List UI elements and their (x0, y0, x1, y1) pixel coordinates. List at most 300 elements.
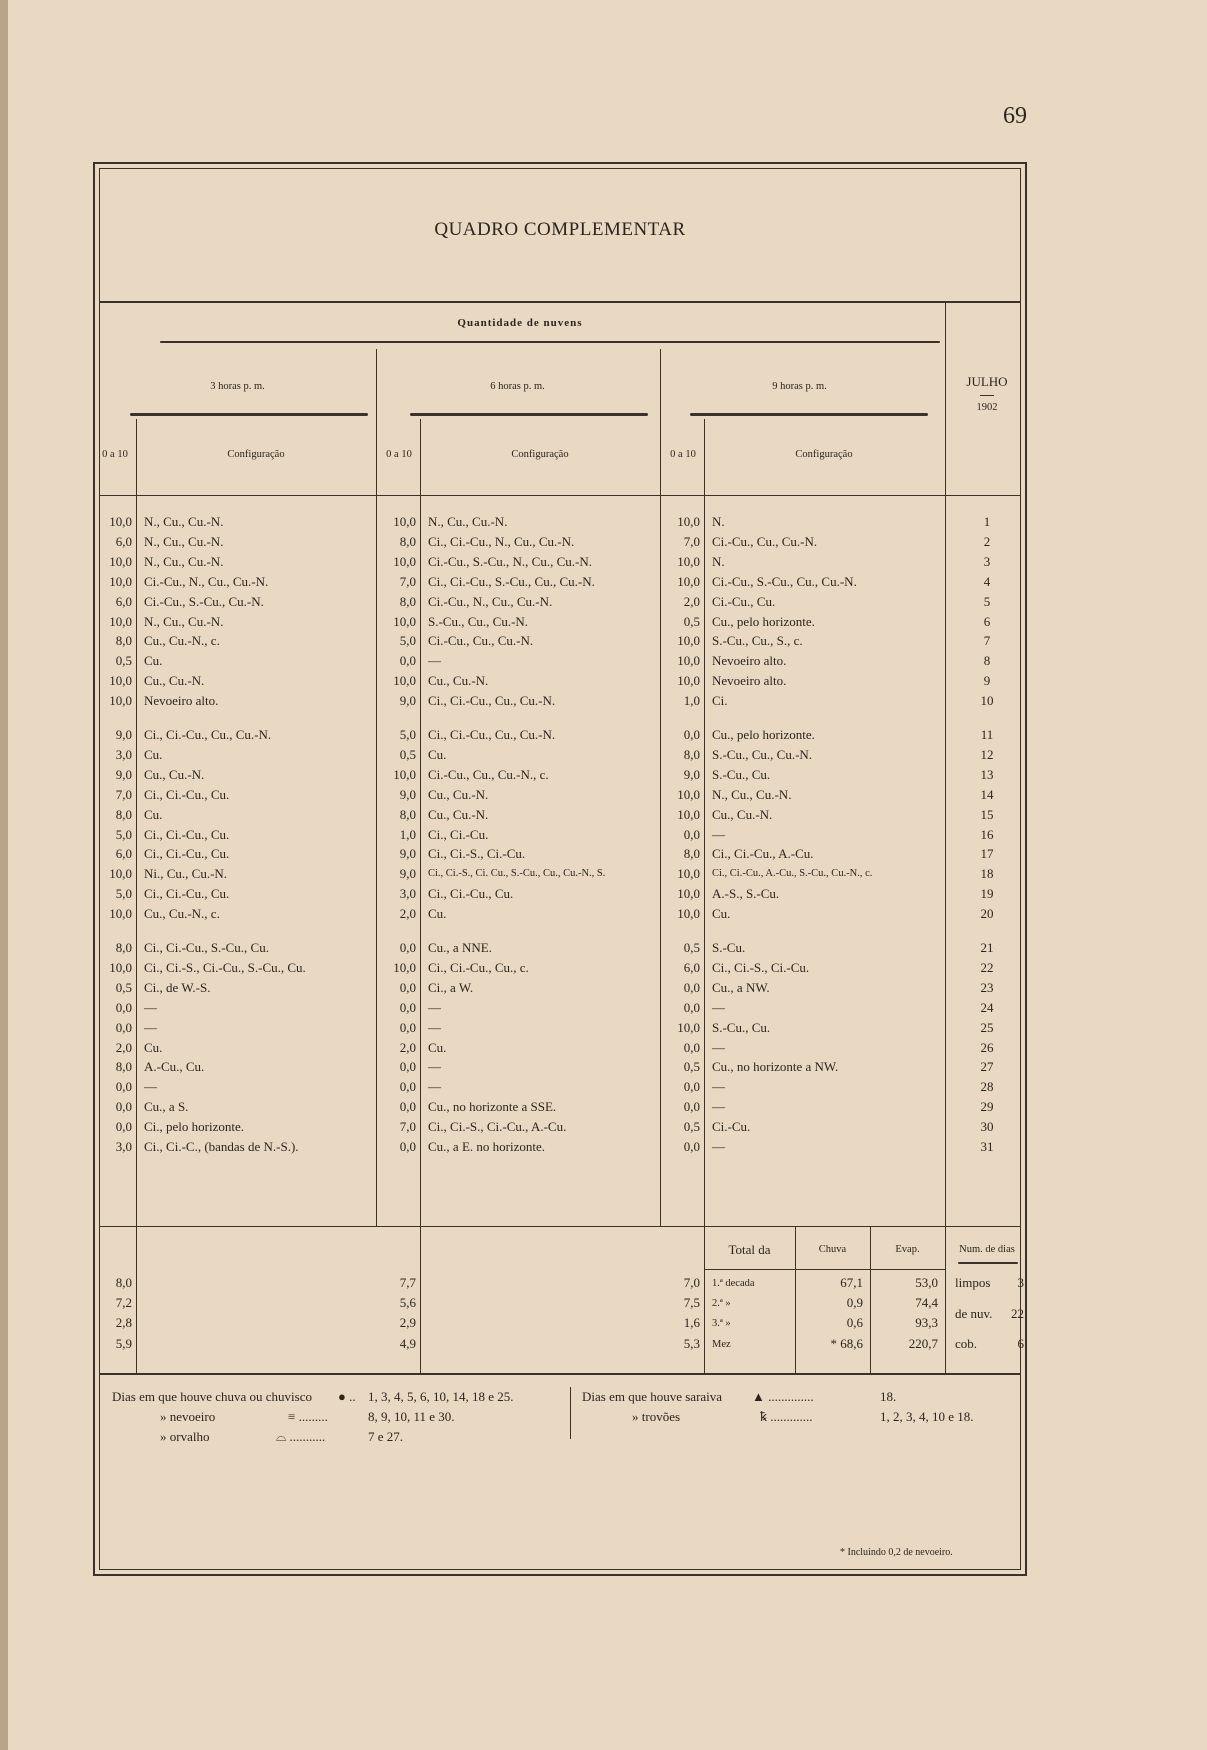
period-9pm-brace (690, 413, 928, 416)
config-3pm: N., Cu., Cu.-N. (144, 514, 224, 529)
config-6pm: Ci., Ci.-S., Ci.-Cu., A.-Cu. (428, 1119, 567, 1134)
divider-amount-6 (420, 419, 421, 1373)
amount-6pm: 0,0 (399, 1079, 416, 1094)
amount-9pm: 10,0 (677, 886, 700, 901)
config-6pm: Cu. (428, 906, 447, 921)
config-6pm: Ci., Ci.-Cu., N., Cu., Cu.-N. (428, 534, 575, 549)
config-9pm: S.-Cu., Cu., Cu.-N. (712, 747, 813, 762)
divider-3-6 (376, 349, 377, 1226)
amount-3pm: 8,0 (115, 940, 132, 955)
col-config-3pm: Configuração (227, 449, 285, 460)
divider-amount-9 (704, 419, 705, 1373)
header-rule (100, 495, 1020, 496)
config-3pm: A.-Cu., Cu. (144, 1059, 205, 1074)
note-rain-days: 1, 3, 4, 5, 6, 10, 14, 18 e 25. (368, 1389, 514, 1404)
amount-9pm: 0,0 (683, 1079, 700, 1094)
config-6pm: Ci., Ci.-S., Ci. Cu., S.-Cu., Cu., Cu.-N., S. (428, 868, 606, 879)
day-number: 28 (980, 1079, 994, 1094)
amount-6pm: 9,0 (399, 866, 416, 881)
amount-3pm: 6,0 (115, 846, 132, 861)
config-6pm: Cu. (428, 1040, 447, 1055)
config-3pm: Ci., pelo horizonte. (144, 1119, 245, 1134)
config-6pm: S.-Cu., Cu., Cu.-N. (428, 614, 529, 629)
summary-3pm: 5,9 (115, 1336, 132, 1351)
amount-3pm: 6,0 (115, 594, 132, 609)
amount-6pm: 5,0 (399, 727, 416, 742)
days-count-value: 22 (1011, 1306, 1024, 1321)
note-hail-label: Dias em que houve saraiva (582, 1389, 723, 1404)
config-6pm: N., Cu., Cu.-N. (428, 514, 508, 529)
footnote: * Incluindo 0,2 de nevoeiro. (840, 1547, 953, 1558)
config-3pm: Ci., Ci.-Cu., Cu. (144, 787, 230, 802)
day-number: 17 (980, 846, 994, 861)
config-6pm: Ci., Ci.-Cu., Cu., c. (428, 960, 529, 975)
period-3pm-brace (130, 413, 368, 416)
amount-9pm: 0,0 (683, 1099, 700, 1114)
title-rule (100, 301, 1020, 303)
config-6pm: Cu. (428, 747, 447, 762)
page-edge (0, 0, 8, 1750)
amount-3pm: 0,5 (115, 653, 132, 668)
config-6pm: Ci., a W. (428, 980, 474, 995)
amount-6pm: 2,0 (399, 1040, 416, 1055)
day-number: 21 (980, 940, 994, 955)
col-amount-9pm: 0 a 10 (670, 449, 696, 460)
amount-3pm: 7,0 (115, 787, 132, 802)
day-number: 20 (980, 906, 994, 921)
day-number: 7 (983, 633, 991, 648)
days-count-brace (958, 1262, 1018, 1264)
totals-evap: 220,7 (908, 1336, 938, 1351)
amount-3pm: 10,0 (109, 614, 132, 629)
totals-rain: 0,6 (846, 1315, 863, 1330)
amount-3pm: 9,0 (115, 767, 132, 782)
config-3pm: Cu., Cu.-N., c. (144, 906, 220, 921)
col-amount-6pm: 0 a 10 (386, 449, 412, 460)
amount-9pm: 9,0 (683, 767, 700, 782)
month-label: JULHO (966, 374, 1008, 389)
col-config-6pm: Configuração (511, 449, 569, 460)
day-number: 16 (980, 827, 994, 842)
amount-3pm: 10,0 (109, 554, 132, 569)
config-3pm: Ci., de W.-S. (144, 980, 211, 995)
amount-6pm: 7,0 (399, 574, 416, 589)
day-number: 19 (980, 886, 994, 901)
amount-9pm: 10,0 (677, 633, 700, 648)
config-9pm: S.-Cu., Cu. (712, 1020, 771, 1035)
year-label: 1902 (976, 402, 998, 413)
amount-9pm: 8,0 (683, 747, 700, 762)
amount-6pm: 7,0 (399, 1119, 416, 1134)
config-3pm: — (144, 1000, 157, 1015)
amount-9pm: 10,0 (677, 514, 700, 529)
day-number: 24 (980, 1000, 994, 1015)
config-9pm: — (712, 1079, 725, 1094)
amount-3pm: 3,0 (115, 747, 132, 762)
config-9pm: S.-Cu., Cu. (712, 767, 771, 782)
totals-rain: 0,9 (846, 1295, 863, 1310)
amount-9pm: 0,5 (683, 614, 700, 629)
note-hail-days: 18. (880, 1389, 897, 1404)
day-number: 29 (980, 1099, 994, 1114)
note-fog-label: » nevoeiro (160, 1409, 216, 1424)
amount-3pm: 0,5 (115, 980, 132, 995)
config-3pm: Cu. (144, 653, 163, 668)
amount-3pm: 0,0 (115, 1099, 132, 1114)
config-6pm: Cu., Cu.-N. (428, 787, 489, 802)
amount-3pm: 8,0 (115, 633, 132, 648)
amount-6pm: 9,0 (399, 693, 416, 708)
config-3pm: Cu. (144, 1040, 163, 1055)
config-6pm: Ci.-Cu., N., Cu., Cu.-N. (428, 594, 553, 609)
totals-label: Mez (712, 1339, 731, 1350)
amount-6pm: 8,0 (399, 807, 416, 822)
days-count-value: 3 (1017, 1275, 1024, 1290)
amount-9pm: 0,5 (683, 1119, 700, 1134)
day-number: 6 (983, 614, 991, 629)
summary-6pm: 5,6 (399, 1295, 416, 1310)
config-3pm: Cu., Cu.-N. (144, 673, 205, 688)
config-6pm: Ci.-Cu., Cu., Cu.-N. (428, 633, 534, 648)
config-3pm: N., Cu., Cu.-N. (144, 554, 224, 569)
summary-9pm: 7,5 (683, 1295, 700, 1310)
summary-9pm: 7,0 (683, 1275, 700, 1290)
period-6pm: 6 horas p. m. (490, 381, 545, 392)
cloud-quantity-header: Quantidade de nuvens (457, 317, 583, 329)
amount-6pm: 9,0 (399, 787, 416, 802)
summary-6pm: 7,7 (399, 1275, 416, 1290)
day-number: 9 (983, 673, 991, 688)
amount-9pm: 10,0 (677, 787, 700, 802)
config-9pm: — (712, 827, 725, 842)
config-9pm: N. (712, 514, 725, 529)
config-9pm: Cu. (712, 906, 731, 921)
col-amount-3pm: 0 a 10 (102, 449, 128, 460)
amount-9pm: 0,5 (683, 940, 700, 955)
day-number: 31 (980, 1139, 994, 1154)
amount-9pm: 6,0 (683, 960, 700, 975)
config-3pm: — (144, 1079, 157, 1094)
config-6pm: — (428, 653, 441, 668)
amount-9pm: 2,0 (683, 594, 700, 609)
amount-6pm: 0,0 (399, 940, 416, 955)
config-9pm: — (712, 1139, 725, 1154)
totals-header-label: Total da (728, 1242, 771, 1257)
config-6pm: — (428, 1079, 441, 1094)
amount-9pm: 0,0 (683, 980, 700, 995)
config-3pm: Cu. (144, 747, 163, 762)
config-6pm: Cu., no horizonte a SSE. (428, 1099, 557, 1114)
config-9pm: Nevoeiro alto. (712, 673, 787, 688)
config-9pm: Ci.-Cu., Cu. (712, 594, 776, 609)
config-6pm: Ci., Ci.-Cu. (428, 827, 489, 842)
cloud-header-brace (160, 341, 940, 343)
amount-3pm: 6,0 (115, 534, 132, 549)
totals-evap: 74,4 (915, 1295, 938, 1310)
config-3pm: Ci., Ci.-Cu., Cu. (144, 827, 230, 842)
totals-header-rule (704, 1269, 945, 1270)
amount-3pm: 10,0 (109, 906, 132, 921)
days-count-label: cob. (955, 1336, 978, 1351)
divider-amount-3 (136, 419, 137, 1373)
rain-symbol-icon: ● .. (338, 1389, 356, 1404)
day-number: 22 (980, 960, 994, 975)
day-number: 5 (983, 594, 991, 609)
amount-6pm: 10,0 (393, 614, 416, 629)
amount-6pm: 10,0 (393, 767, 416, 782)
amount-9pm: 10,0 (677, 673, 700, 688)
amount-9pm: 0,5 (683, 1059, 700, 1074)
amount-9pm: 10,0 (677, 1020, 700, 1035)
config-3pm: N., Cu., Cu.-N. (144, 614, 224, 629)
amount-6pm: 0,0 (399, 1099, 416, 1114)
amount-6pm: 0,0 (399, 1059, 416, 1074)
amount-6pm: 0,0 (399, 1020, 416, 1035)
amount-3pm: 3,0 (115, 1139, 132, 1154)
amount-9pm: 10,0 (677, 807, 700, 822)
amount-9pm: 8,0 (683, 846, 700, 861)
amount-6pm: 0,0 (399, 653, 416, 668)
totals-label: 1.ª decada (712, 1278, 755, 1289)
divider-6-9 (660, 349, 661, 1226)
summary-9pm: 1,6 (683, 1315, 700, 1330)
days-count-header: Num. de dias (959, 1244, 1015, 1255)
config-3pm: Nevoeiro alto. (144, 693, 219, 708)
config-6pm: — (428, 1000, 441, 1015)
summary-9pm: 5,3 (683, 1336, 700, 1351)
summary-3pm: 2,8 (115, 1315, 132, 1330)
day-number: 4 (983, 574, 991, 589)
totals-rain: * 68,6 (830, 1336, 863, 1351)
notes-divider (570, 1387, 571, 1439)
amount-3pm: 10,0 (109, 960, 132, 975)
amount-3pm: 10,0 (109, 693, 132, 708)
amount-9pm: 0,0 (683, 727, 700, 742)
summary-3pm: 7,2 (115, 1295, 132, 1310)
config-3pm: Ci.-Cu., S.-Cu., Cu.-N. (144, 594, 264, 609)
amount-6pm: 8,0 (399, 534, 416, 549)
day-number: 8 (983, 653, 991, 668)
amount-6pm: 2,0 (399, 906, 416, 921)
config-9pm: S.-Cu., Cu., S., c. (712, 633, 803, 648)
thunder-symbol-icon: ꝅ ............. (760, 1409, 813, 1424)
config-6pm: Ci., Ci.-Cu., Cu., Cu.-N. (428, 727, 556, 742)
amount-6pm: 5,0 (399, 633, 416, 648)
amount-3pm: 0,0 (115, 1119, 132, 1134)
amount-3pm: 5,0 (115, 886, 132, 901)
config-3pm: Ci., Ci.-Cu., S.-Cu., Cu. (144, 940, 269, 955)
page-number: 69 (1003, 103, 1027, 129)
amount-9pm: 1,0 (683, 693, 700, 708)
month-underline (980, 395, 994, 396)
note-dew-label: » orvalho (160, 1429, 210, 1444)
day-number: 2 (983, 534, 991, 549)
period-9pm: 9 horas p. m. (772, 381, 827, 392)
config-3pm: Ci., Ci.-Cu., Cu. (144, 886, 230, 901)
totals-header-evap: Evap. (895, 1244, 920, 1255)
amount-3pm: 0,0 (115, 1000, 132, 1015)
totals-evap: 53,0 (915, 1275, 938, 1290)
config-9pm: N. (712, 554, 725, 569)
config-9pm: Cu., no horizonte a NW. (712, 1059, 839, 1074)
dew-symbol-icon: ⌓ ........... (276, 1429, 326, 1444)
day-number: 14 (980, 787, 994, 802)
summary-end-rule (100, 1373, 1020, 1375)
config-3pm: Ci., Ci.-Cu., Cu., Cu.-N. (144, 727, 272, 742)
config-3pm: N., Cu., Cu.-N. (144, 534, 224, 549)
config-9pm: Ci.-Cu., S.-Cu., Cu., Cu.-N. (712, 574, 857, 589)
note-thunder-days: 1, 2, 3, 4, 10 e 18. (880, 1409, 974, 1424)
config-6pm: Ci., Ci.-Cu., S.-Cu., Cu., Cu.-N. (428, 574, 595, 589)
day-number: 18 (980, 866, 994, 881)
config-9pm: N., Cu., Cu.-N. (712, 787, 792, 802)
amount-3pm: 2,0 (115, 1040, 132, 1055)
config-9pm: Cu., a NW. (712, 980, 770, 995)
config-6pm: Ci.-Cu., Cu., Cu.-N., c. (428, 767, 549, 782)
table-end-rule (100, 1226, 1020, 1227)
config-9pm: Ci., Ci.-Cu., A.-Cu., S.-Cu., Cu.-N., c. (712, 868, 873, 879)
amount-6pm: 0,5 (399, 747, 416, 762)
period-3pm: 3 horas p. m. (210, 381, 265, 392)
day-number: 23 (980, 980, 994, 995)
note-rain-label: Dias em que houve chuva ou chuvisco (112, 1389, 313, 1404)
days-count-label: limpos (955, 1275, 991, 1290)
amount-3pm: 10,0 (109, 673, 132, 688)
summary-3pm: 8,0 (115, 1275, 132, 1290)
days-count-value: 6 (1017, 1336, 1024, 1351)
config-3pm: Ci.-Cu., N., Cu., Cu.-N. (144, 574, 269, 589)
amount-6pm: 8,0 (399, 594, 416, 609)
config-9pm: Ci.-Cu. (712, 1119, 751, 1134)
amount-6pm: 9,0 (399, 846, 416, 861)
config-9pm: S.-Cu. (712, 940, 746, 955)
totals-label: 2.ª » (712, 1298, 731, 1309)
totals-header-rain: Chuva (818, 1244, 847, 1255)
note-dew-days: 7 e 27. (368, 1429, 404, 1444)
config-6pm: Cu., a NNE. (428, 940, 492, 955)
config-6pm: — (428, 1059, 441, 1074)
config-9pm: Cu., pelo horizonte. (712, 614, 815, 629)
amount-6pm: 0,0 (399, 980, 416, 995)
day-number: 1 (983, 514, 991, 529)
config-6pm: Cu., Cu.-N. (428, 673, 489, 688)
fog-symbol-icon: ≡ ......... (288, 1409, 328, 1424)
amount-3pm: 9,0 (115, 727, 132, 742)
amount-6pm: 10,0 (393, 673, 416, 688)
amount-6pm: 0,0 (399, 1000, 416, 1015)
summary-6pm: 4,9 (399, 1336, 416, 1351)
totals-evap: 93,3 (915, 1315, 938, 1330)
day-number: 30 (980, 1119, 994, 1134)
totals-label: 3.ª » (712, 1318, 731, 1329)
amount-9pm: 10,0 (677, 574, 700, 589)
days-count-label: de nuv. (955, 1306, 993, 1321)
config-6pm: Ci., Ci.-S., Ci.-Cu. (428, 846, 526, 861)
config-3pm: Ci., Ci.-Cu., Cu. (144, 846, 230, 861)
amount-6pm: 0,0 (399, 1139, 416, 1154)
amount-6pm: 10,0 (393, 960, 416, 975)
amount-9pm: 10,0 (677, 653, 700, 668)
config-6pm: Ci., Ci.-Cu., Cu., Cu.-N. (428, 693, 556, 708)
config-9pm: Ci., Ci.-S., Ci.-Cu. (712, 960, 810, 975)
divider-day (945, 301, 946, 1373)
config-6pm: Cu., Cu.-N. (428, 807, 489, 822)
totals-rain: 67,1 (840, 1275, 863, 1290)
config-3pm: Ni., Cu., Cu.-N. (144, 866, 228, 881)
period-6pm-brace (410, 413, 648, 416)
day-number: 26 (980, 1040, 994, 1055)
amount-6pm: 10,0 (393, 554, 416, 569)
config-3pm: Cu., a S. (144, 1099, 189, 1114)
config-9pm: Ci. (712, 693, 728, 708)
day-number: 11 (980, 727, 994, 742)
config-3pm: Cu. (144, 807, 163, 822)
amount-6pm: 10,0 (393, 514, 416, 529)
config-6pm: Cu., a E. no horizonte. (428, 1139, 545, 1154)
amount-9pm: 0,0 (683, 827, 700, 842)
amount-3pm: 5,0 (115, 827, 132, 842)
note-thunder-label: » trovões (632, 1409, 681, 1424)
day-number: 25 (980, 1020, 994, 1035)
config-6pm: Ci.-Cu., S.-Cu., N., Cu., Cu.-N. (428, 554, 592, 569)
config-9pm: Cu., Cu.-N. (712, 807, 773, 822)
config-9pm: Nevoeiro alto. (712, 653, 787, 668)
config-9pm: A.-S., S.-Cu. (712, 886, 780, 901)
day-number: 12 (980, 747, 994, 762)
config-6pm: — (428, 1020, 441, 1035)
amount-3pm: 0,0 (115, 1079, 132, 1094)
config-3pm: — (144, 1020, 157, 1035)
config-3pm: Ci., Ci.-C., (bandas de N.-S.). (144, 1139, 299, 1154)
col-config-9pm: Configuração (795, 449, 853, 460)
amount-9pm: 0,0 (683, 1139, 700, 1154)
amount-3pm: 10,0 (109, 866, 132, 881)
config-9pm: Cu., pelo horizonte. (712, 727, 815, 742)
config-9pm: Ci., Ci.-Cu., A.-Cu. (712, 846, 814, 861)
table-frame (93, 162, 1027, 1576)
amount-3pm: 0,0 (115, 1020, 132, 1035)
config-6pm: Ci., Ci.-Cu., Cu. (428, 886, 514, 901)
amount-9pm: 0,0 (683, 1040, 700, 1055)
summary-6pm: 2,9 (399, 1315, 416, 1330)
day-number: 13 (980, 767, 994, 782)
config-9pm: — (712, 1000, 725, 1015)
amount-9pm: 7,0 (683, 534, 700, 549)
note-fog-days: 8, 9, 10, 11 e 30. (368, 1409, 455, 1424)
amount-3pm: 8,0 (115, 807, 132, 822)
amount-3pm: 10,0 (109, 514, 132, 529)
amount-9pm: 10,0 (677, 866, 700, 881)
hail-symbol-icon: ▲ .............. (752, 1389, 814, 1404)
table-inner-border (99, 168, 1024, 1570)
amount-9pm: 0,0 (683, 1000, 700, 1015)
config-3pm: Cu., Cu.-N., c. (144, 633, 220, 648)
config-3pm: Ci., Ci.-S., Ci.-Cu., S.-Cu., Cu. (144, 960, 306, 975)
config-9pm: Ci.-Cu., Cu., Cu.-N. (712, 534, 818, 549)
amount-9pm: 10,0 (677, 554, 700, 569)
day-number: 3 (983, 554, 991, 569)
table-title: QUADRO COMPLEMENTAR (434, 219, 686, 240)
day-number: 27 (980, 1059, 994, 1074)
amount-3pm: 10,0 (109, 574, 132, 589)
amount-6pm: 1,0 (399, 827, 416, 842)
amount-6pm: 3,0 (399, 886, 416, 901)
config-9pm: — (712, 1040, 725, 1055)
amount-3pm: 8,0 (115, 1059, 132, 1074)
config-3pm: Cu., Cu.-N. (144, 767, 205, 782)
amount-9pm: 10,0 (677, 906, 700, 921)
day-number: 10 (980, 693, 994, 708)
